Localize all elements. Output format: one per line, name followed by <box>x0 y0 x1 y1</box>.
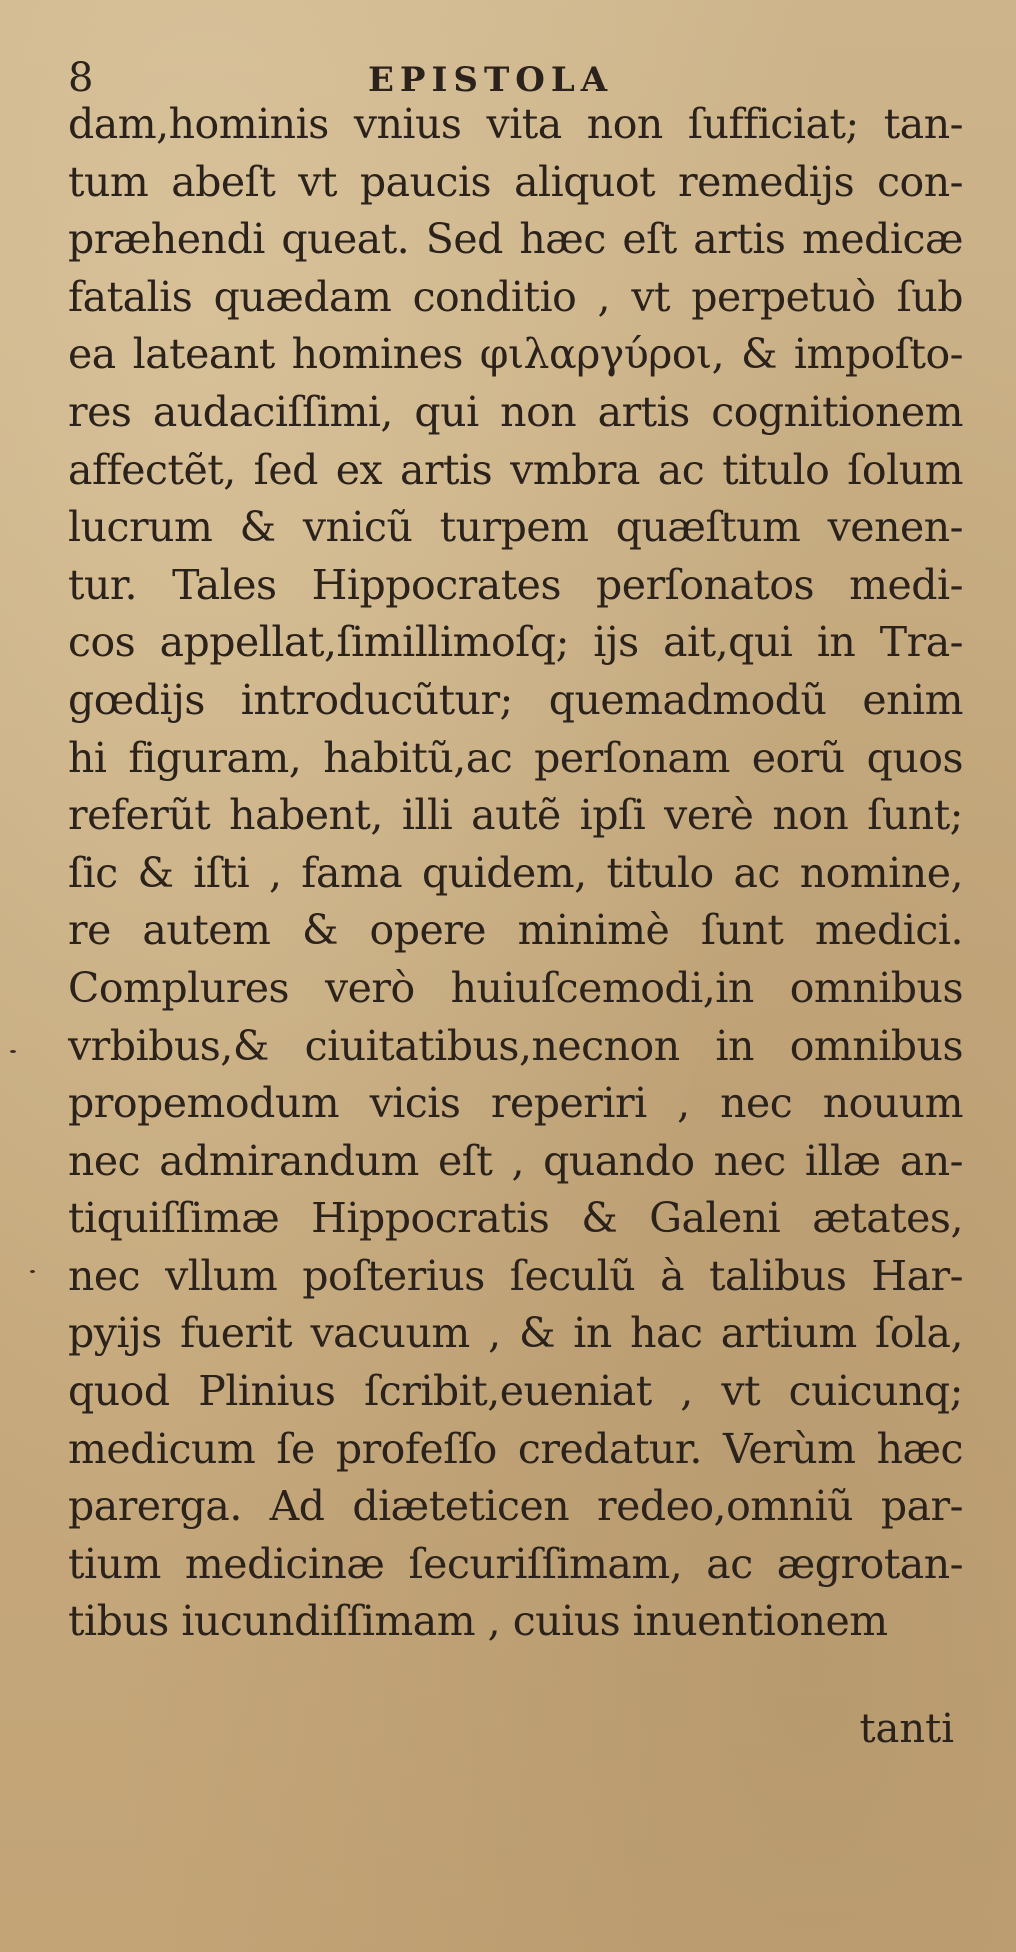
text-line: tibus iucundiſſimam , cuius inuentionem <box>68 1597 888 1646</box>
catchword: tanti <box>859 1706 954 1752</box>
ink-speck <box>10 1050 16 1053</box>
text-line: propemodum vicis reperiri , nec nouum <box>68 1079 963 1128</box>
text-line: fatalis quædam conditio , vt perpetuò ſub <box>68 272 963 321</box>
ink-speck <box>30 1270 35 1273</box>
text-line: re autem & opere minimè ſunt medici. <box>68 906 963 955</box>
body-text <box>68 96 963 1651</box>
text-line: tur. Tales Hippocrates perſonatos medi- <box>68 560 963 609</box>
text-line: res audaciſſimi, qui non artis cognitionem <box>68 387 963 436</box>
text-line: quod Plinius ſcribit,eueniat , vt cuicunq; <box>68 1367 963 1416</box>
text-line: hi figuram, habitũ,ac perſonam eorũ quos <box>68 733 963 782</box>
text-line: Complures verò huiuſcemodi,in omnibus <box>68 963 963 1012</box>
text-line: pyijs fuerit vacuum , & in hac artium ſola, <box>68 1309 963 1358</box>
text-line: cos appellat,ſimillimoſq; ijs ait,qui in Tra- <box>68 618 963 667</box>
text-line: tum abeſt vt paucis aliquot remedijs con- <box>68 157 963 206</box>
text-line: ea lateant homines φιλαργύροι, & impoſto- <box>68 330 963 379</box>
page-header <box>68 54 948 102</box>
text-line: nec vllum poſterius ſeculũ à talibus Har- <box>68 1251 963 1300</box>
text-line: nec admirandum eſt , quando nec illæ an- <box>68 1136 963 1185</box>
text-line: lucrum & vnicũ turpem quæſtum venen- <box>68 503 963 552</box>
text-line: affectẽt, ſed ex artis vmbra ac titulo ſolum <box>68 445 963 494</box>
text-line: gœdijs introducũtur; quemadmodũ enim <box>68 675 963 724</box>
text-line: parerga. Ad diæteticen redeo,omniũ par- <box>68 1482 963 1531</box>
text-line: vrbibus,& ciuitatibus,necnon in omnibus <box>68 1021 963 1070</box>
running-title: EPISTOLA <box>368 60 614 100</box>
text-line: referũt habent, illi autẽ ipſi verè non ſunt; <box>68 791 963 840</box>
text-line: dam,hominis vnius vita non ſufficiat; tan- <box>68 100 963 148</box>
text-line: medicum ſe profeſſo credatur. Verùm hæc <box>68 1424 963 1473</box>
page-number: 8 <box>68 55 94 101</box>
text-line: ſic & iſti , fama quidem, titulo ac nomine, <box>68 848 963 897</box>
text-line: tiquiſſimæ Hippocratis & Galeni ætates, <box>68 1194 963 1243</box>
text-line: tium medicinæ ſecuriſſimam, ac ægrotan- <box>68 1539 963 1588</box>
text-line: præhendi queat. Sed hæc eſt artis medicæ <box>68 215 963 264</box>
